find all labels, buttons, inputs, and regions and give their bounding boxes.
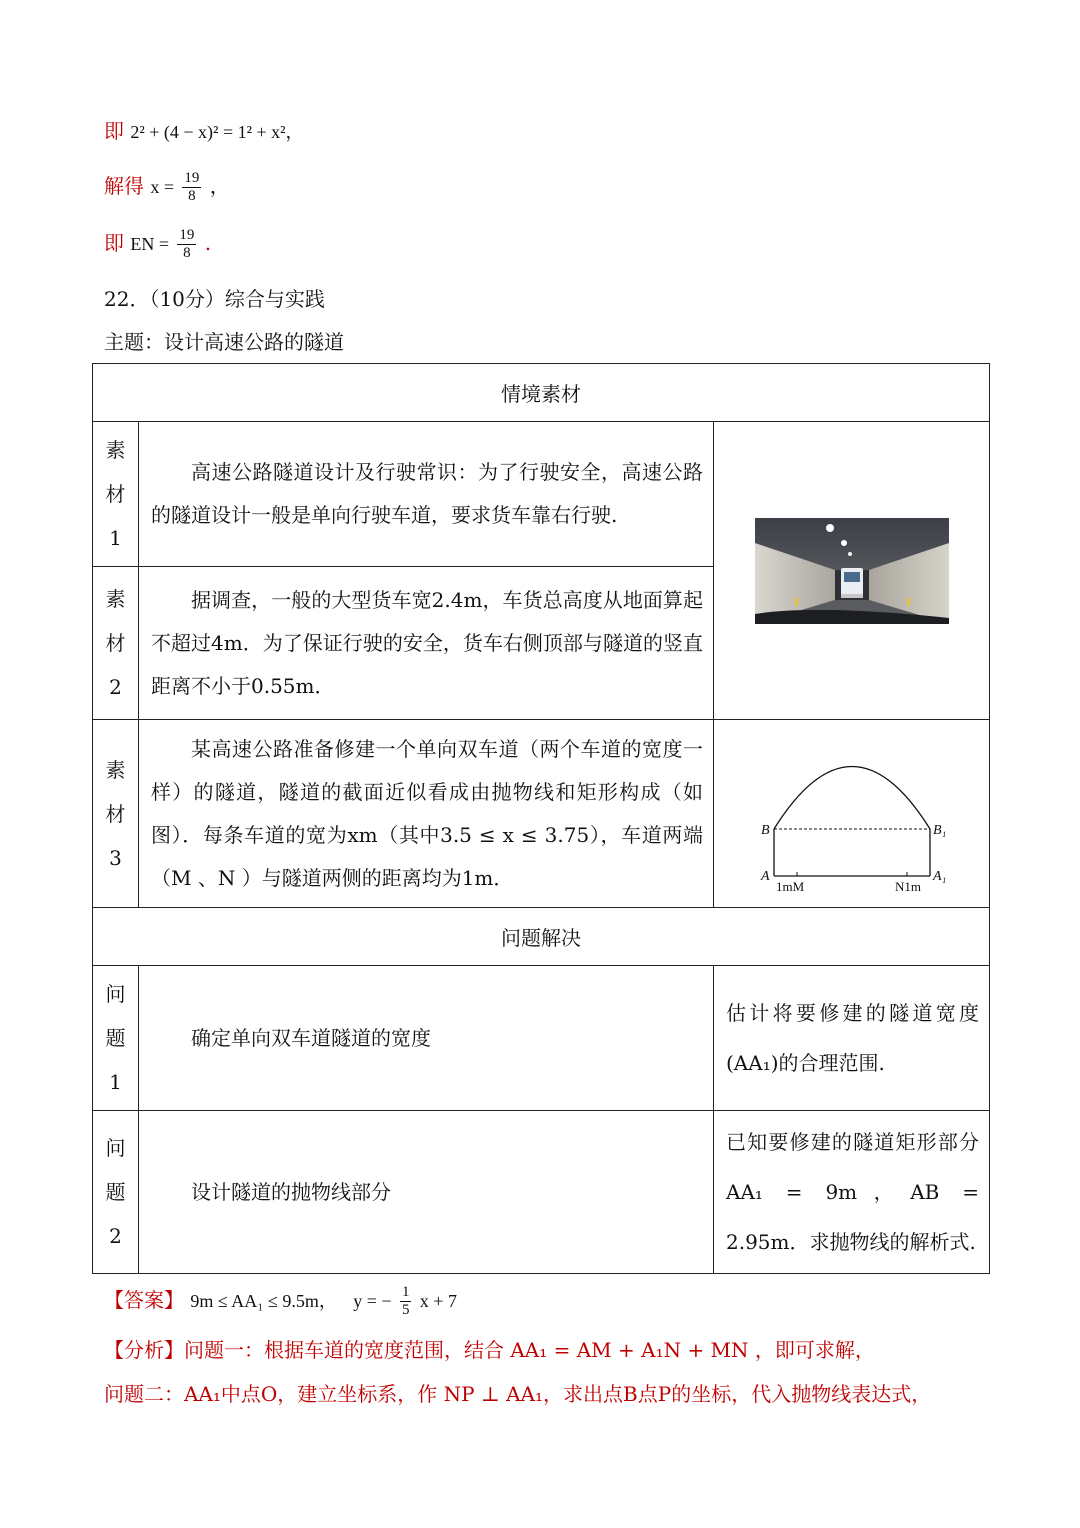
label-b: B [760,822,770,838]
problem-1-task: 确定单向双车道隧道的宽度 [139,966,714,1111]
tunnel-photo-cell [714,422,990,720]
analysis-text-1: 问题一：根据车道的宽度范围，结合 AA₁ = AM + A₁N + MN ，即可求解， [184,1338,875,1362]
result-prefix: 即 [104,231,124,255]
answer-tag: 【答案】 [104,1288,184,1312]
fraction-19-8-b: $\frac{19}{8}$ [179,227,195,261]
problem-2-label: 问题2 [93,1111,139,1274]
solve-prefix: 解得 [104,174,144,198]
material-table [92,363,990,1274]
equation-line-3 [104,227,211,262]
fraction-1-5: $\frac{1}{5}$ [401,1284,410,1318]
problems-header: 问题解决 [93,908,990,966]
tunnel-cross-section-diagram [752,734,952,894]
label-right-n-1m: N1m [894,878,921,894]
question-title: 22．（10分）综合与实践 [104,287,325,311]
material-1-text: 高速公路隧道设计及行驶常识：为了行驶安全，高速公路的隧道设计一般是单向行驶车道，要求货车靠右行驶. [139,422,714,567]
answer-range: 9m ≤ AA₁ ≤ 9.5m， [190,1291,337,1311]
equation-prefix: 即 [104,119,124,143]
label-a: A [760,868,770,884]
equation-line-2 [104,170,230,205]
material-2-text: 据调查，一般的大型货车宽2.4m，车货总高度从地面算起不超过4m．为了保证行驶的安全，货车右侧顶部与隧道的竖直距离不小于0.55m． [139,567,714,720]
answer-line [104,1284,457,1319]
tunnel-photo [755,518,949,624]
analysis-line-2: 问题二：AA₁中点O，建立坐标系，作 NP ⊥ AA₁，求出点B点P的坐标，代入抛物线表达式， [104,1382,932,1406]
analysis-line-1 [104,1335,875,1365]
material-3-text: 某高速公路准备修建一个单向双车道（两个车道的宽度一样）的隧道，隧道的截面近似看成由抛物线和矩形构成（如图）．每条车道的宽为xm（其中3.5 ≤ x ≤ 3.75），车道两端（M 、N ）与隧道两侧的距离均为1m． [139,720,714,908]
material-2-label: 素材2 [93,567,139,720]
equation-text: 2² + (4 − x)² = 1² + x²， [130,122,304,142]
equation-line-1 [104,116,304,147]
punctuation: ， [209,174,230,198]
question-theme: 主题：设计高速公路的隧道 [104,330,344,354]
fraction-19-8: $\frac{19}{8}$ [184,170,200,204]
problem-2-task: 设计隧道的抛物线部分 [139,1111,714,1274]
tunnel-diagram-cell [714,720,990,908]
analysis-tag: 【分析】 [104,1338,184,1362]
punctuation: . [204,231,212,255]
solve-variable: x = [150,177,175,197]
label-left-1m-m: 1mM [775,878,804,894]
material-1-label: 素材1 [93,422,139,567]
label-b1: B₁ [932,822,946,838]
problem-1-label: 问题1 [93,966,139,1111]
label-a1: A₁ [932,868,946,884]
answer-equation-start: y = − [353,1291,392,1311]
material-3-label: 素材3 [93,720,139,908]
materials-header: 情境素材 [93,364,990,422]
answer-equation-end: x + 7 [419,1291,457,1311]
result-variable: EN = [130,234,170,254]
problem-2-detail: 已知要修建的隧道矩形部分AA₁ = 9m，AB = 2.95m．求抛物线的解析式. [714,1111,990,1274]
problem-1-detail: 估计将要修建的隧道宽度(AA₁)的合理范围. [714,966,990,1111]
